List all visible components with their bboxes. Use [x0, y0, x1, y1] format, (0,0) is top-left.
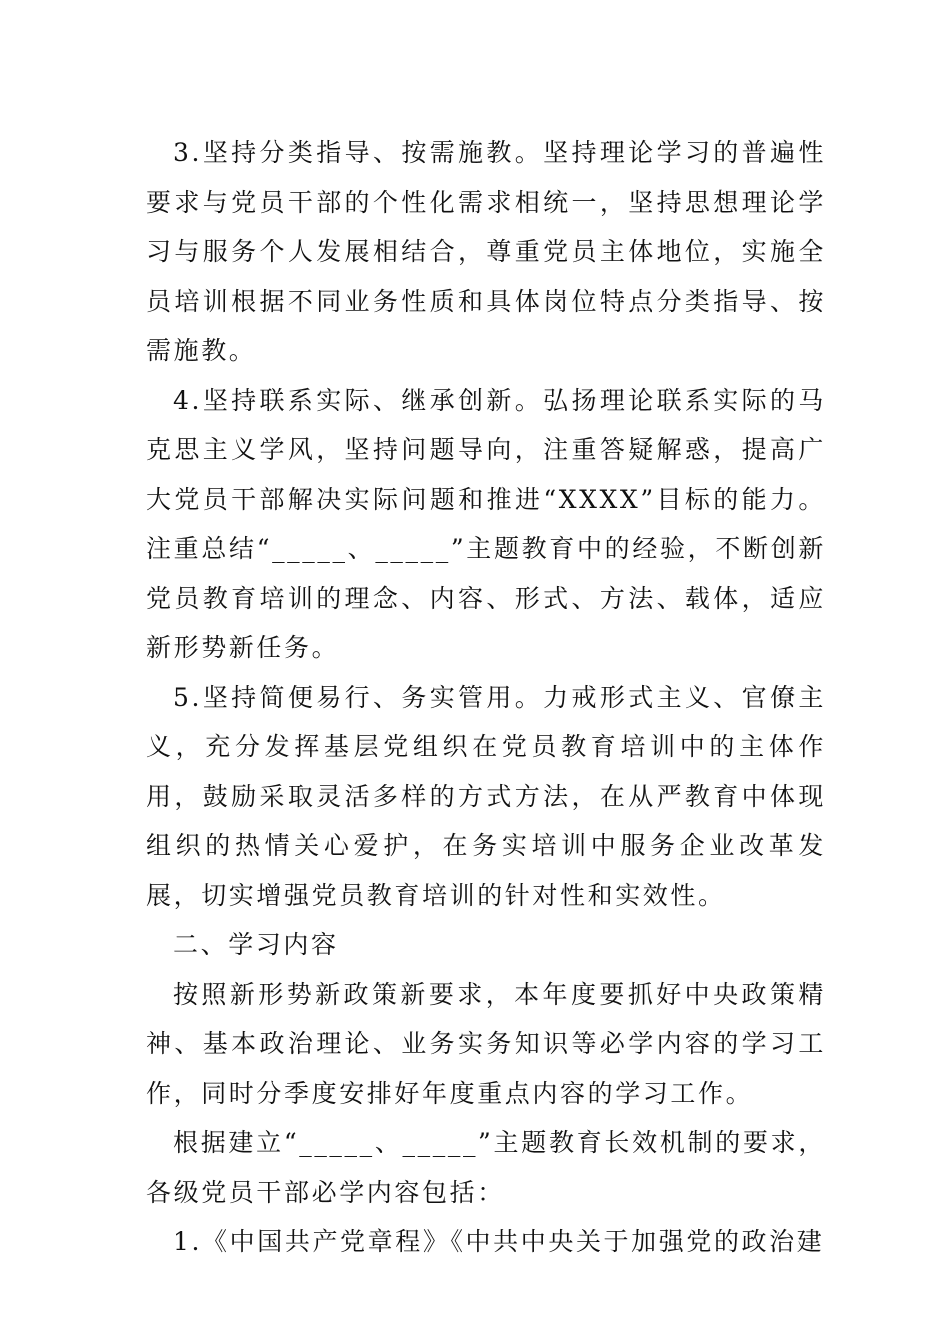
- paragraph-required-content: 根据建立“_____、_____”主题教育长效机制的要求，各级党员干部必学内容包括：: [146, 1128, 826, 1207]
- paragraph-principle-3: 3.坚持分类指导、按需施教。坚持理论学习的普遍性要求与党员干部的个性化需求相统一，坚持思想理论学习与服务个人发展相结合，尊重党员主体地位，实施全员培训根据不同业务性质和具体岗位特点分类指导、按需施教。: [146, 138, 826, 365]
- document-body: [146, 128, 826, 1267]
- paragraph-principle-4: 4.坚持联系实际、继承创新。弘扬理论联系实际的马克思主义学风，坚持问题导向，注重答疑解惑，提高广大党员干部解决实际问题和推进“XXXX”目标的能力。注重总结“_____、_____”主题教育中的经验，不断创新党员教育培训的理念、内容、形式、方法、载体，适应新形势新任务。: [146, 385, 826, 662]
- section-heading-study-content: 二、学习内容: [173, 930, 339, 959]
- paragraph-study-intro: 按照新形势新政策新要求，本年度要抓好中央政策精神、基本政治理论、业务实务知识等必学内容的学习工作，同时分季度安排好年度重点内容的学习工作。: [146, 979, 826, 1108]
- paragraph-principle-5: 5.坚持简便易行、务实管用。力戒形式主义、官僚主义，充分发挥基层党组织在党员教育培训中的主体作用，鼓励采取灵活多样的方式方法，在从严教育中体现组织的热情关心爱护，在务实培训中服务企业改革发展，切实增强党员教育培训的针对性和实效性。: [146, 682, 826, 910]
- paragraph-item-1: 1.《中国共产党章程》《中共中央关于加强党的政治建: [173, 1227, 825, 1256]
